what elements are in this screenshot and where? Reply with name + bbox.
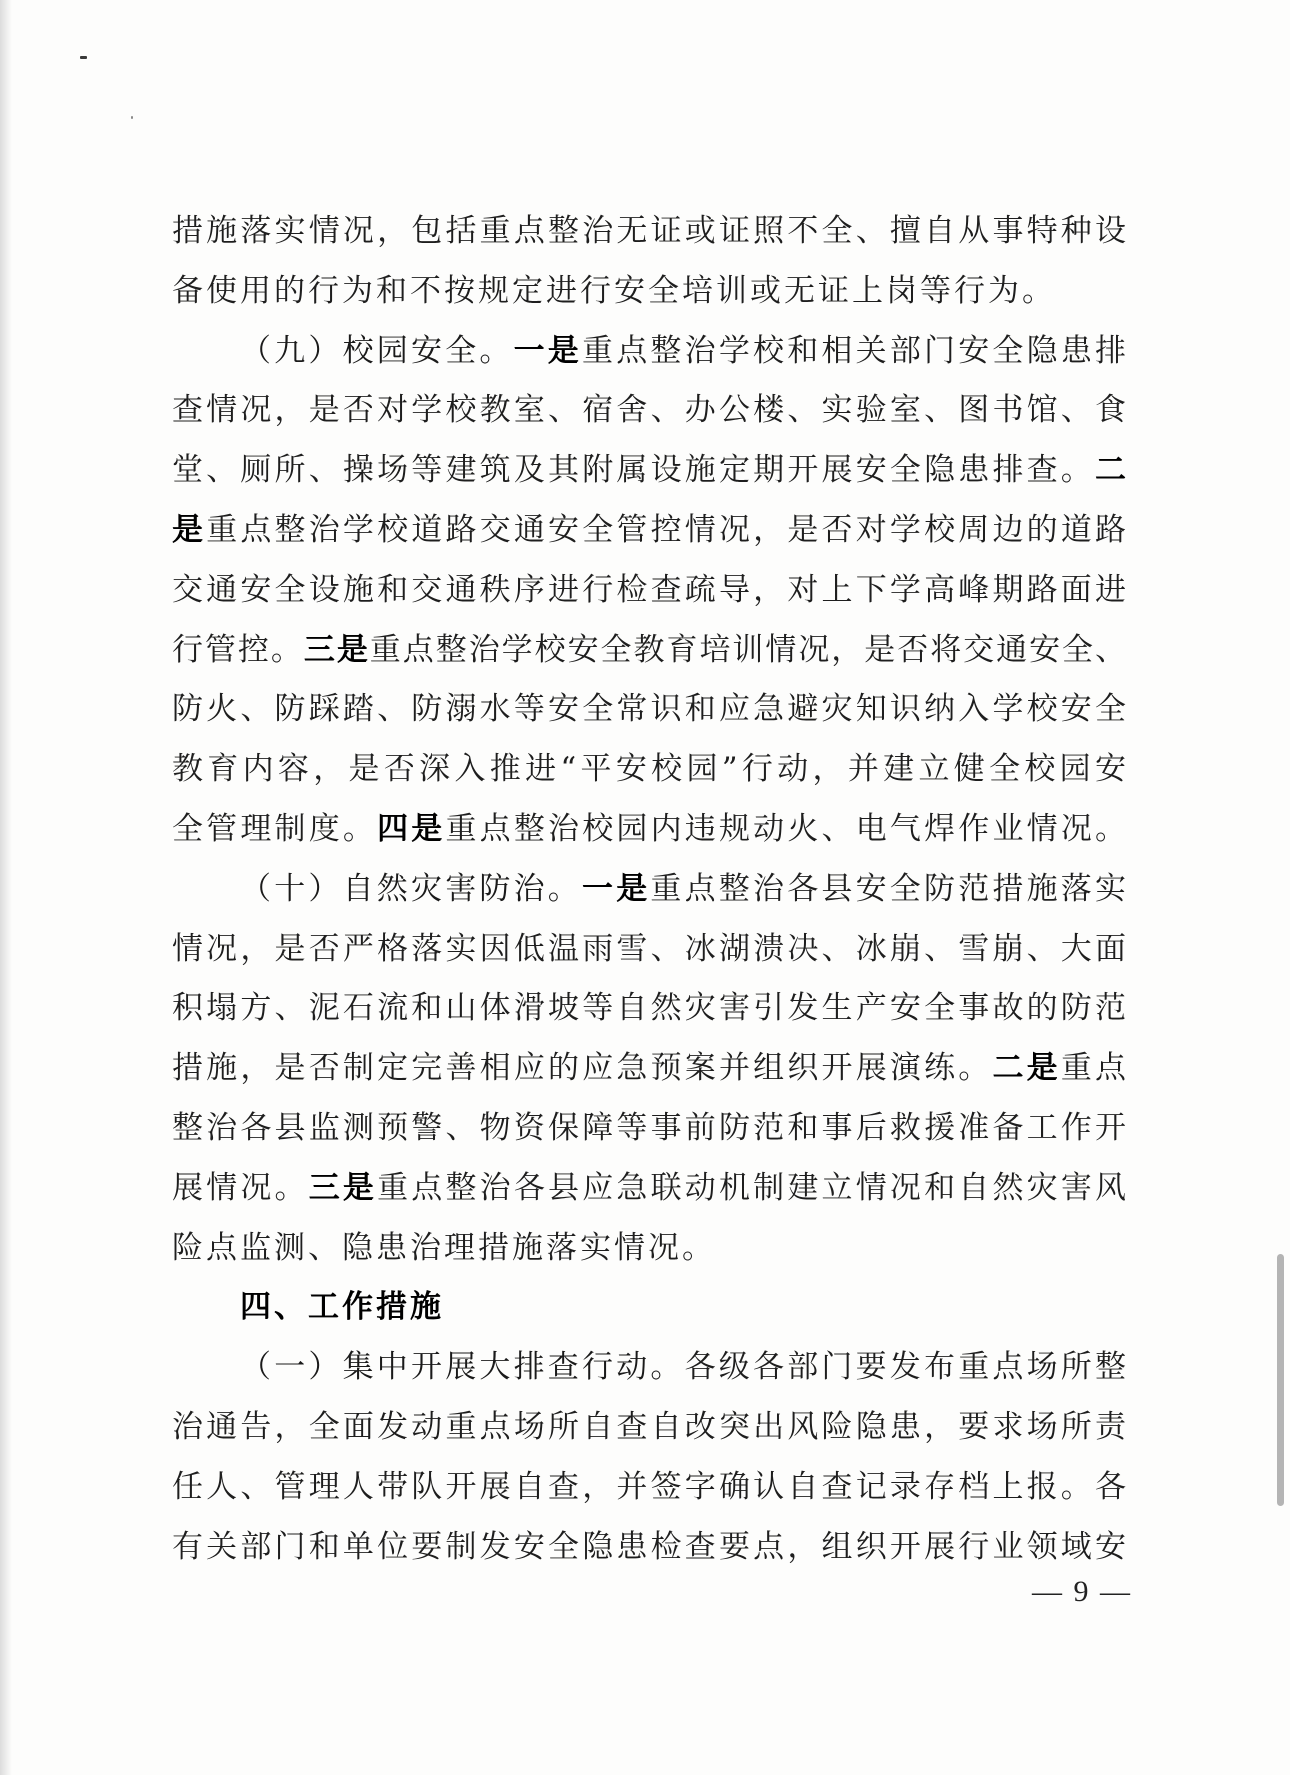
text-line — [172, 740, 1126, 800]
scrollbar-thumb[interactable] — [1277, 1254, 1284, 1506]
scan-speck — [80, 56, 87, 59]
section-heading: 四、工作措施 — [240, 1289, 444, 1326]
page-edge-shadow — [0, 0, 12, 1775]
emphasis-marker: 一是 — [582, 870, 651, 907]
text-line — [172, 920, 1126, 980]
line-text: 重点整治学校道路交通安全管控情况，是否对学校周边的道路 — [206, 511, 1126, 548]
text-line — [172, 441, 1126, 501]
paragraph-inspection-action — [172, 1338, 1126, 1577]
page-number: — 9 — — [1032, 1575, 1132, 1608]
line-text: 措施，是否制定完善相应的应急预案并组织开展演练。 — [172, 1050, 993, 1087]
text-line — [172, 322, 1126, 382]
line-text: 措施落实情况，包括重点整治无证或证照不全、擅自从事特种设 — [172, 213, 1126, 249]
paragraph-continuation — [172, 202, 1126, 322]
line-text: 重点整治学校和相关部门安全隐患排 — [582, 332, 1127, 369]
line-text: 重点整治各县安全防范措施落实 — [650, 870, 1127, 907]
line-text: 重点整治各县应急联动机制建立情况和自然灾害风 — [377, 1169, 1127, 1206]
line-text: 行管控。 — [172, 631, 304, 668]
text-line — [172, 680, 1126, 740]
document-body — [172, 202, 1126, 1577]
line-text: 全管理制度。 — [172, 810, 378, 847]
text-line — [172, 561, 1126, 621]
text-line — [172, 979, 1126, 1039]
subsection-title: （九）校园安全。 — [240, 332, 514, 369]
emphasis-marker: 三是 — [308, 1169, 378, 1206]
line-text: 整治各县监测预警、物资保障等事前防范和事后救援准备工作开 — [172, 1109, 1126, 1146]
subsection-title: （十）自然灾害防治。 — [240, 870, 582, 907]
paragraph-disaster-prevention — [172, 860, 1126, 1279]
text-line — [172, 1398, 1126, 1458]
line-text: 重点整治学校安全教育培训情况，是否将交通安全、 — [369, 631, 1127, 668]
line-text: 积塌方、泥石流和山体滑坡等自然灾害引发生产安全事故的防范 — [172, 990, 1126, 1027]
line-text: 备使用的行为和不按规定进行安全培训或无证上岗等行为。 — [172, 272, 1056, 309]
text-line — [172, 1039, 1126, 1099]
emphasis-marker: 一是 — [513, 332, 583, 369]
line-text: 展情况。 — [172, 1169, 309, 1206]
text-line — [172, 1219, 1126, 1279]
text-line — [172, 202, 1126, 262]
line-text: 重点 — [1060, 1050, 1127, 1087]
emphasis-marker: 四是 — [377, 810, 446, 847]
line-text: 治通告，全面发动重点场所自查自改突出风险隐患，要求场所责 — [172, 1408, 1126, 1445]
text-line — [172, 800, 1126, 860]
line-text: 各级各部门要发布重点场所整 — [684, 1349, 1127, 1386]
line-text: 任人、管理人带队开展自查，并签字确认自查记录存档上报。各 — [172, 1468, 1126, 1505]
emphasis-marker: 三是 — [303, 631, 370, 668]
text-line — [172, 501, 1126, 561]
text-line — [172, 1159, 1126, 1219]
text-line — [172, 860, 1126, 920]
text-line — [172, 262, 1126, 322]
line-text: 交通安全设施和交通秩序进行检查疏导，对上下学高峰期路面进 — [172, 571, 1126, 608]
emphasis-marker: 二是 — [992, 1050, 1061, 1087]
text-line — [172, 1099, 1126, 1159]
text-line — [172, 1518, 1126, 1578]
paragraph-campus-safety — [172, 322, 1126, 860]
scan-speck — [131, 116, 133, 119]
line-text: 险点监测、隐患治理措施落实情况。 — [172, 1229, 716, 1266]
emphasis-marker: 二 — [1095, 452, 1126, 489]
subsection-title: （一）集中开展大排查行动。 — [240, 1349, 685, 1386]
line-text: 堂、厕所、操场等建筑及其附属设施定期开展安全隐患排查。 — [172, 452, 1095, 489]
line-text: 查情况，是否对学校教室、宿舍、办公楼、实验室、图书馆、食 — [172, 392, 1126, 429]
emphasis-marker: 是 — [172, 511, 207, 548]
text-line — [172, 381, 1126, 441]
line-text: 重点整治校园内违规动火、电气焊作业情况。 — [445, 810, 1127, 847]
line-text: 教育内容，是否深入推进“平安校园”行动，并建立健全校园安 — [172, 751, 1126, 788]
line-text: 情况，是否严格落实因低温雨雪、冰湖溃决、冰崩、雪崩、大面 — [172, 930, 1126, 967]
line-text: 有关部门和单位要制发安全隐患检查要点，组织开展行业领域安 — [172, 1528, 1126, 1565]
text-line — [172, 1458, 1126, 1518]
text-line — [172, 621, 1126, 681]
text-line — [172, 1338, 1126, 1398]
line-text: 防火、防踩踏、防溺水等安全常识和应急避灾知识纳入学校安全 — [172, 691, 1126, 728]
